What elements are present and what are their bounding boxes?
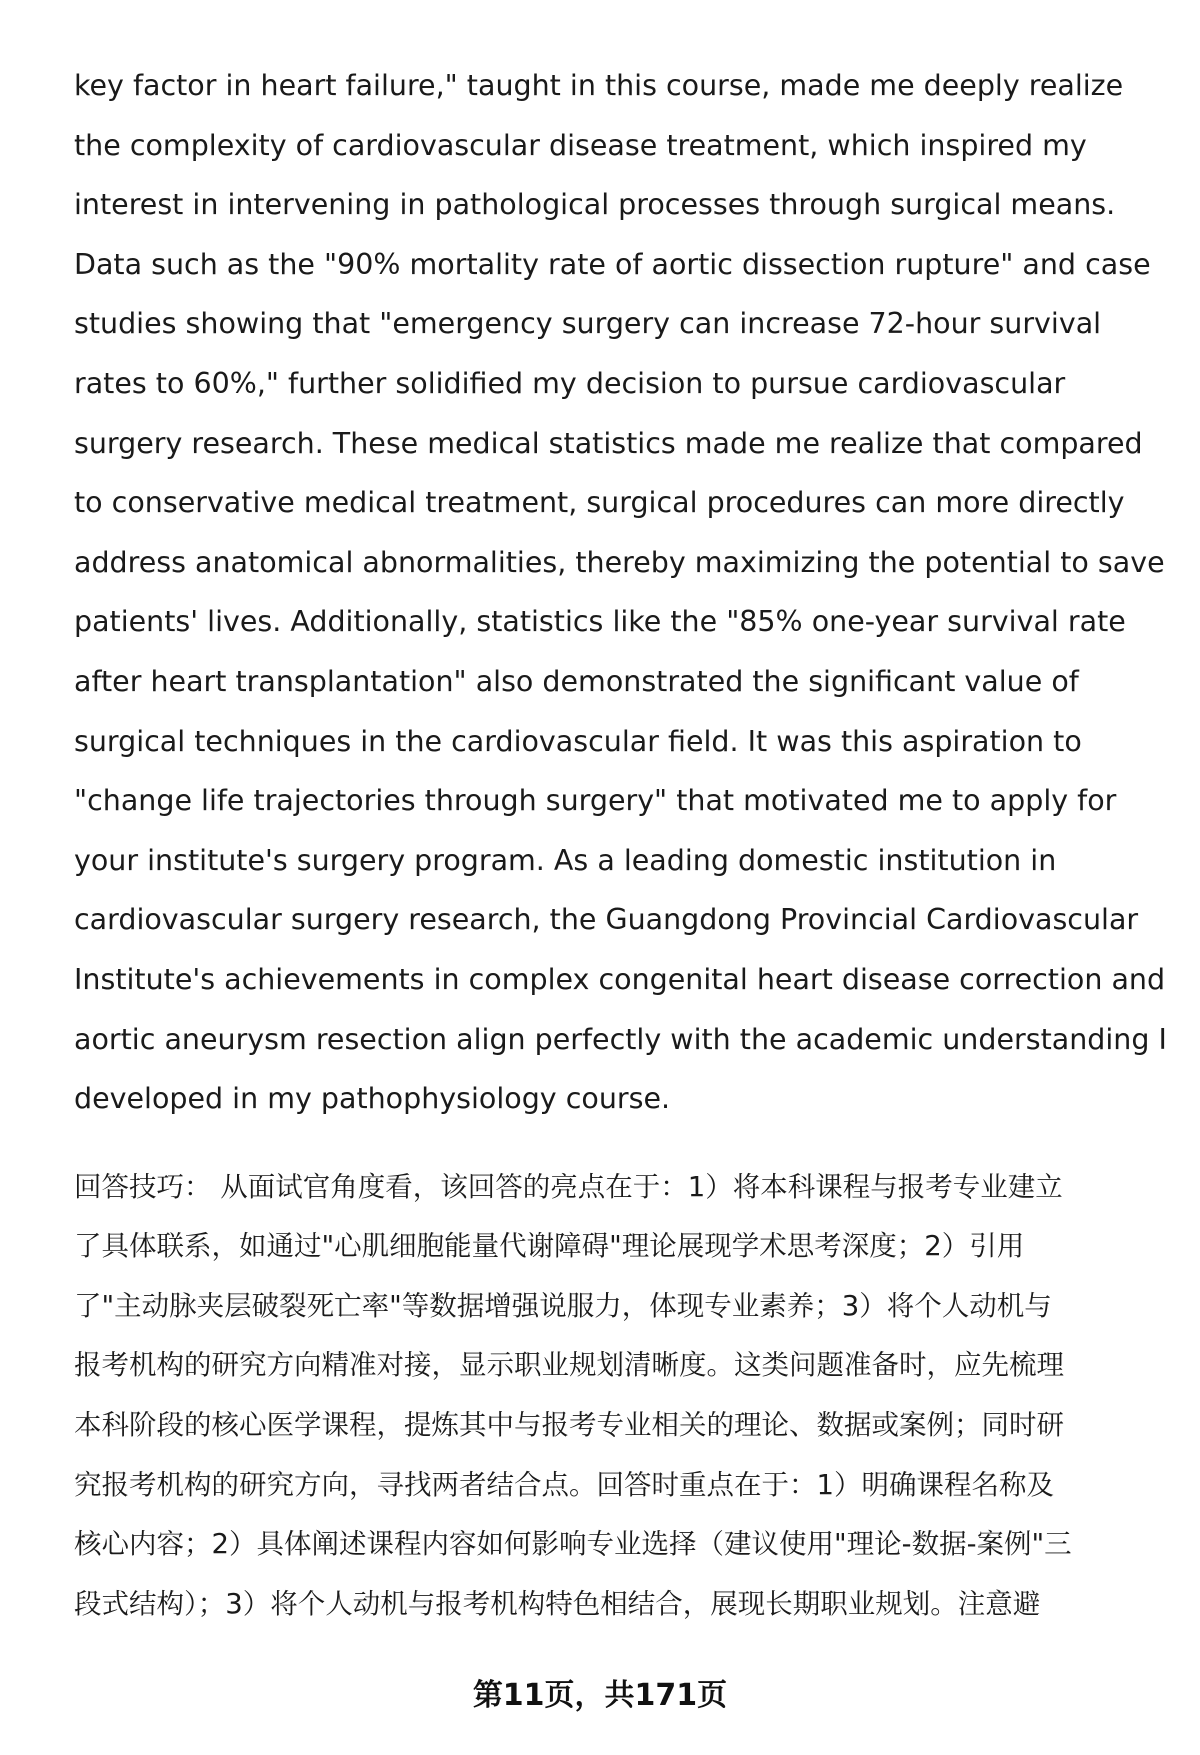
text-line: interest in intervening in pathological processes through surgical means.: [74, 188, 1116, 222]
text-line: "change life trajectories through surgery" that motivated me to apply for: [74, 784, 1117, 818]
text-line: aortic aneurysm resection align perfectly with the academic understanding I: [74, 1022, 1167, 1056]
text-line: key factor in heart failure," taught in this course, made me deeply realize: [74, 69, 1124, 102]
text-line: rates to 60%," further solidified my decision to pursue cardiovascular: [74, 366, 1066, 400]
text-line: Data such as the "90% mortality rate of aortic dissection rupture" and case: [74, 247, 1151, 281]
text-line: to conservative medical treatment, surgical procedures can more directly: [74, 486, 1125, 520]
page-number: 第11页，共171页: [472, 1678, 728, 1713]
text-line: address anatomical abnormalities, thereby maximizing the potential to save: [74, 545, 1165, 579]
tips-paragraph: [74, 1158, 1154, 1635]
text-line: Institute's achievements in complex congenital heart disease correction and: [74, 962, 1166, 996]
text-line: 段式结构）；3）将个人动机与报考机构特色相结合，展现长期职业规划。注意避: [74, 1587, 1041, 1620]
paragraph-gap: [74, 1129, 1154, 1158]
text-line: 核心内容；2）具体阐述课程内容如何影响专业选择（建议使用"理论-数据-案例"三: [74, 1528, 1072, 1561]
text-line: 了"主动脉夹层破裂死亡率"等数据增强说服力，体现专业素养；3）将个人动机与: [74, 1289, 1052, 1322]
text-line: 报考机构的研究方向精准对接，显示职业规划清晰度。这类问题准备时，应先梳理: [74, 1349, 1064, 1382]
text-line: 究报考机构的研究方向，寻找两者结合点。回答时重点在于：1）明确课程名称及: [74, 1468, 1054, 1501]
document-page: [74, 56, 1167, 1634]
text-line: patients' lives. Additionally, statistics like the "85% one-year survival rate: [74, 605, 1126, 639]
text-line: 本科阶段的核心医学课程，提炼其中与报考专业相关的理论、数据或案例；同时研: [74, 1409, 1064, 1442]
text-line: your institute's surgery program. As a leading domestic institution in: [74, 843, 1057, 877]
text-line: developed in my pathophysiology course.: [74, 1082, 671, 1116]
text-line: studies showing that "emergency surgery can increase 72-hour survival: [74, 307, 1102, 341]
text-line: surgery research. These medical statistics made me realize that compared: [74, 426, 1143, 460]
text-line: after heart transplantation" also demonstrated the significant value of: [74, 664, 1079, 698]
answer-paragraph: [74, 56, 1167, 1129]
text-line: surgical techniques in the cardiovascular field. It was this aspiration to: [74, 724, 1082, 758]
text-line: 回答技巧： 从面试官角度看，该回答的亮点在于：1）将本科课程与报考专业建立: [74, 1170, 1063, 1203]
text-line: the complexity of cardiovascular disease treatment, which inspired my: [74, 128, 1087, 162]
text-line: cardiovascular surgery research, the Guangdong Provincial Cardiovascular: [74, 903, 1139, 937]
text-line: 了具体联系，如通过"心肌细胞能量代谢障碍"理论展现学术思考深度；2）引用: [74, 1230, 1025, 1263]
